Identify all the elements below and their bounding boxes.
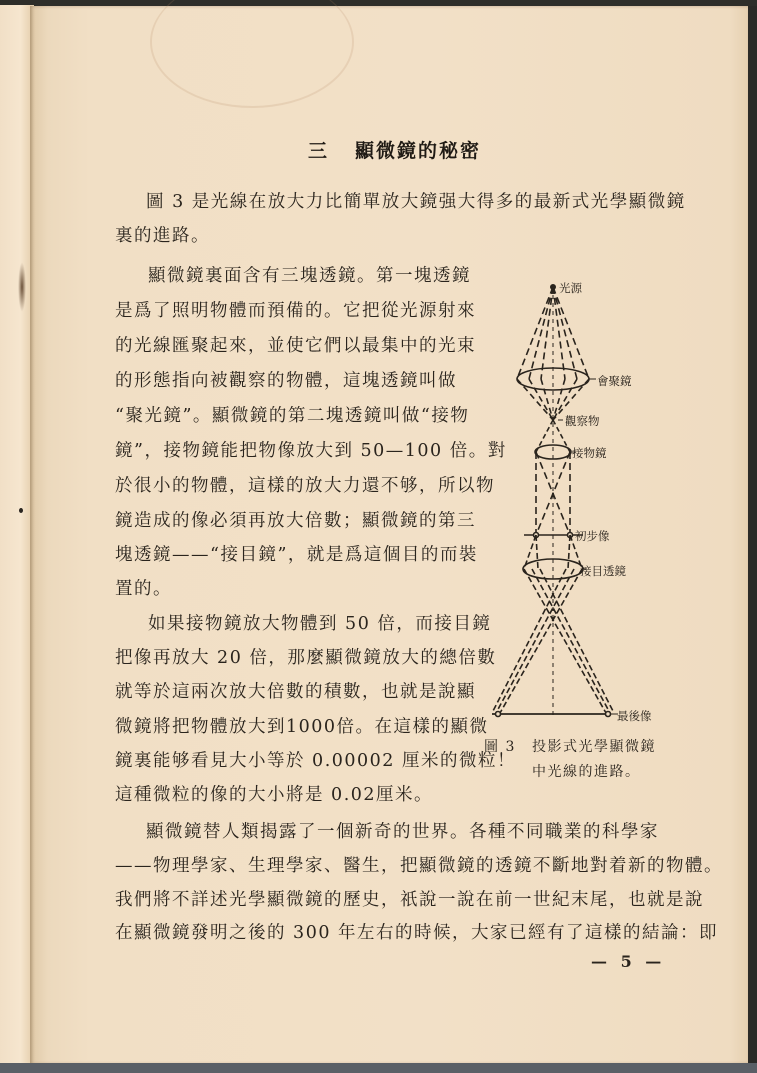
water-stain: [150, 0, 354, 108]
scan-border-right: [748, 6, 757, 1064]
text-line: 這種微粒的像的大小將是 0.02厘米。: [115, 785, 434, 805]
label-eyepiece: 接目透鏡: [580, 564, 626, 578]
text-line: 我們將不詳述光學顯微鏡的歷史，祇說一說在前一世紀末尾，也就是說: [115, 890, 704, 910]
page-damage-mark: [18, 262, 26, 312]
text-line: 置的。: [115, 579, 172, 599]
chapter-title: 顯微鏡的秘密: [355, 140, 482, 162]
text-line: 鏡造成的像必須再放大倍數；顯微鏡的第三: [115, 511, 476, 531]
text-line: 的光線匯聚起來，並使它們以最集中的光束: [115, 336, 476, 356]
label-initial-image: 初步像: [575, 529, 610, 543]
light-source-rays: [517, 287, 589, 379]
text-line: 顯微鏡裏面含有三塊透鏡。第一塊透鏡: [148, 266, 471, 286]
text-line: 微鏡將把物體放大到1000倍。在這樣的顯微: [115, 717, 489, 737]
page-number: — 5 —: [591, 952, 666, 971]
text-line: 鏡”，接物鏡能把物像放大到 50—100 倍。對: [115, 441, 507, 461]
chapter-heading: [308, 136, 481, 163]
microscope-ray-diagram: [488, 275, 628, 720]
text-line: 於很小的物體，這樣的放大力還不够，所以物: [115, 476, 495, 496]
ink-spot: [19, 508, 23, 513]
text-line: “聚光鏡”。顯微鏡的第二塊透鏡叫做“接物: [115, 406, 470, 426]
label-objective: 接物鏡: [572, 446, 607, 460]
figure-caption-line-1: 投影式光學顯微鏡: [532, 739, 656, 755]
label-condenser: 會聚鏡: [597, 374, 632, 388]
text-line: 在顯微鏡發明之後的 300 年左右的時候，大家已經有了這樣的結論：即: [115, 923, 719, 943]
text-line: 圖 3 是光線在放大力比簡單放大鏡强大得多的最新式光學顯微鏡: [146, 192, 686, 212]
scan-border-bottom: [0, 1063, 757, 1073]
text-line: 的形態指向被觀察的物體，這塊透鏡叫做: [115, 371, 457, 391]
text-line: 就等於這兩次放大倍數的積數，也就是說顯: [115, 682, 476, 702]
label-specimen: 觀察物: [565, 414, 600, 428]
figure-caption-line-2: 中光線的進路。: [532, 764, 641, 780]
label-light-source: 光源: [559, 281, 582, 295]
text-line: 塊透鏡——“接目鏡”，就是爲這個目的而裝: [115, 545, 478, 565]
chapter-number: 三: [308, 140, 330, 162]
text-line: 是爲了照明物體而預備的。它把從光源射來: [115, 301, 476, 321]
text-line: 把像再放大 20 倍，那麼顯微鏡放大的總倍數: [115, 648, 497, 668]
text-line: ——物理學家、生理學家、醫生，把顯微鏡的透鏡不斷地對着新的物體。: [115, 856, 723, 876]
label-final-image: 最後像: [617, 709, 652, 723]
text-line: 如果接物鏡放大物體到 50 倍，而接目鏡: [148, 614, 492, 634]
text-line: 鏡裏能够看見大小等於 0.00002 厘米的微粒！: [115, 751, 516, 771]
figure-caption-label: 圖 3: [484, 739, 516, 755]
text-line: 裏的進路。: [115, 226, 210, 246]
previous-page-edge: [0, 5, 34, 1065]
text-line: 顯微鏡替人類揭露了一個新奇的世界。各種不同職業的科學家: [146, 822, 659, 842]
